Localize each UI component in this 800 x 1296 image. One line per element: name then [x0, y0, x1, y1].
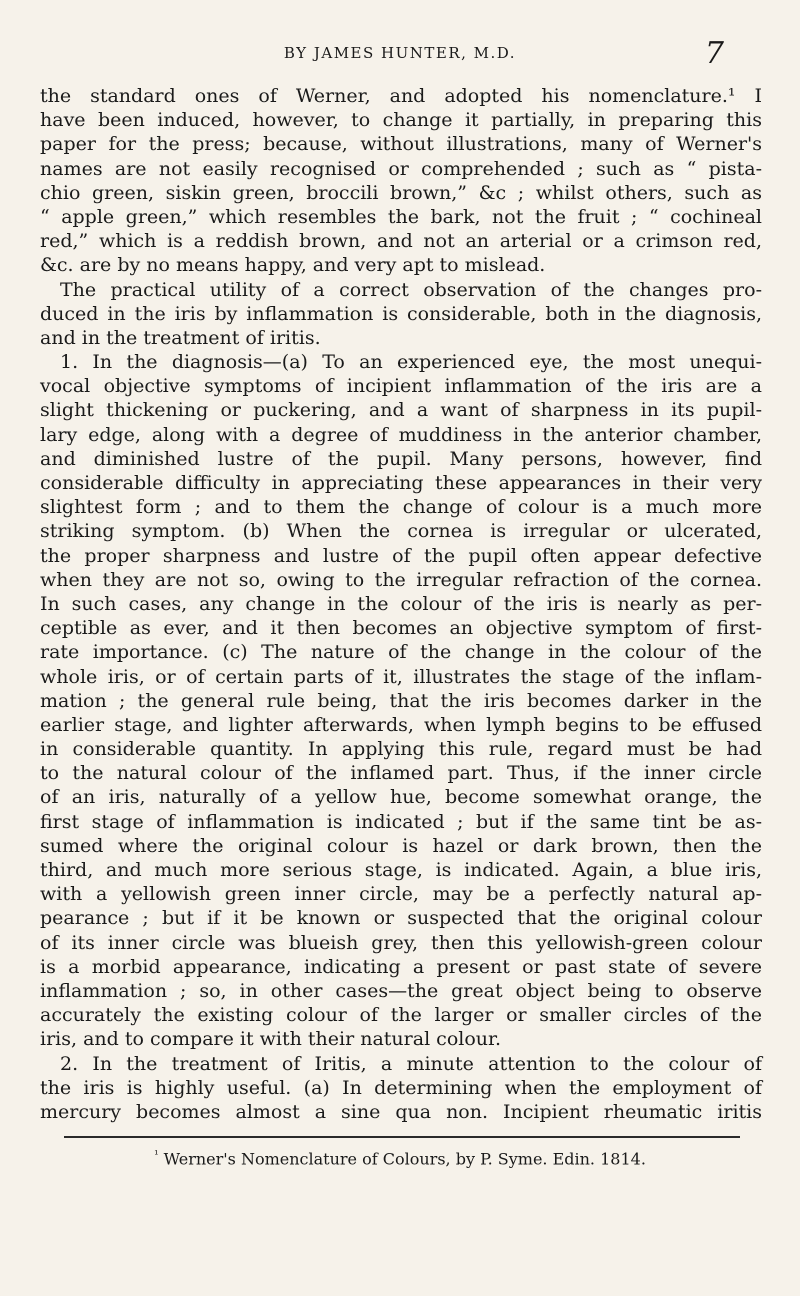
text-line: accurately the existing colour of the larger or smaller circles of the: [40, 1004, 762, 1027]
text-line: 2. In the treatment of Iritis, a minute attention to the colour of: [60, 1052, 762, 1075]
text-line: duced in the iris by inflammation is considerable, both in the diagnosis,: [40, 302, 762, 325]
text-line: considerable difficulty in appreciating these appearances in their very: [40, 472, 762, 494]
text-line: first stage of inflammation is indicated ; but if the same tint be as-: [40, 810, 762, 833]
text-line: the standard ones of Werner, and adopted his nomenclature.¹ I: [40, 85, 762, 107]
text-line: mation ; the general rule being, that the iris becomes darker in the: [40, 689, 762, 712]
text-line: red,” which is a reddish brown, and not an arterial or a crimson red,: [40, 230, 762, 253]
footnote: [0, 1148, 800, 1168]
text-line: the proper sharpness and lustre of the pupil often appear defective: [40, 544, 762, 567]
text-line: striking symptom. (b) When the cornea is irregular or ulcerated,: [40, 520, 762, 543]
page-header: [0, 36, 800, 80]
text-line: “ apple green,” which resembles the bark, not the fruit ; “ cochineal: [40, 205, 762, 228]
text-line: rate importance. (c) The nature of the change in the colour of the: [40, 641, 762, 664]
text-line: chio green, siskin green, broccili brown,” &c ; whilst others, such as: [40, 181, 762, 204]
running-head: BY JAMES HUNTER, M.D.: [283, 44, 517, 62]
text-line: inflammation ; so, in other cases—the great object being to observe: [40, 979, 762, 1002]
text-line: In such cases, any change in the colour of the iris is nearly as per-: [40, 592, 762, 615]
text-line: slight thickening or puckering, and a want of sharpness in its pupil-: [40, 399, 762, 422]
text-line: and diminished lustre of the pupil. Many persons, however, find: [40, 447, 762, 470]
text-line: in considerable quantity. In applying this rule, regard must be had: [40, 738, 762, 761]
text-line: of its inner circle was blueish grey, then this yellowish-green colour: [40, 931, 762, 954]
text-line: and in the treatment of iritis.: [40, 326, 321, 349]
text-line: paper for the press; because, without illustrations, many of Werner's: [40, 133, 762, 156]
page-number: 7: [704, 36, 724, 71]
footnote-marker: ¹: [154, 1148, 159, 1161]
text-line: ceptible as ever, and it then becomes an objective symptom of first-: [40, 617, 762, 640]
text-line: sumed where the original colour is hazel or dark brown, then the: [40, 834, 762, 857]
text-line: iris, and to compare it with their natural colour.: [40, 1028, 502, 1051]
text-line: with a yellowish green inner circle, may be a perfectly natural ap-: [40, 883, 762, 906]
footnote-rule: [64, 1136, 740, 1138]
text-line: whole iris, or of certain parts of it, illustrates the stage of the inflam-: [40, 665, 762, 688]
text-line: pearance ; but if it be known or suspected that the original colour: [40, 907, 762, 930]
text-line: have been induced, however, to change it partially, in preparing this: [40, 109, 762, 132]
text-line: mercury becomes almost a sine qua non. Incipient rheumatic iritis: [40, 1100, 762, 1123]
text-line: lary edge, along with a degree of muddiness in the anterior chamber,: [40, 423, 762, 446]
footnote-text: Werner's Nomenclature of Colours, by P. Syme. Edin. 1814.: [163, 1149, 646, 1169]
text-line: when they are not so, owing to the irregular refraction of the cornea.: [40, 568, 762, 591]
text-line: 1. In the diagnosis—(a) To an experienced eye, the most unequi-: [60, 351, 762, 374]
text-line: slightest form ; and to them the change of colour is a much more: [40, 496, 762, 519]
text-line: vocal objective symptoms of incipient inflammation of the iris are a: [40, 375, 762, 398]
text-line: earlier stage, and lighter afterwards, when lymph begins to be effused: [40, 713, 762, 736]
text-line: &c. are by no means happy, and very apt to mislead.: [40, 254, 546, 277]
text-line: is a morbid appearance, indicating a present or past state of severe: [40, 955, 762, 978]
text-line: of an iris, naturally of a yellow hue, become somewhat orange, the: [40, 786, 762, 809]
text-line: names are not easily recognised or comprehended ; such as “ pista-: [40, 157, 762, 180]
text-line: The practical utility of a correct observation of the changes pro-: [60, 278, 762, 301]
text-line: third, and much more serious stage, is indicated. Again, a blue iris,: [40, 859, 762, 881]
text-line: the iris is highly useful. (a) In determining when the employment of: [40, 1076, 762, 1099]
body-text: [40, 84, 762, 1124]
text-line: to the natural colour of the inflamed part. Thus, if the inner circle: [40, 762, 762, 785]
